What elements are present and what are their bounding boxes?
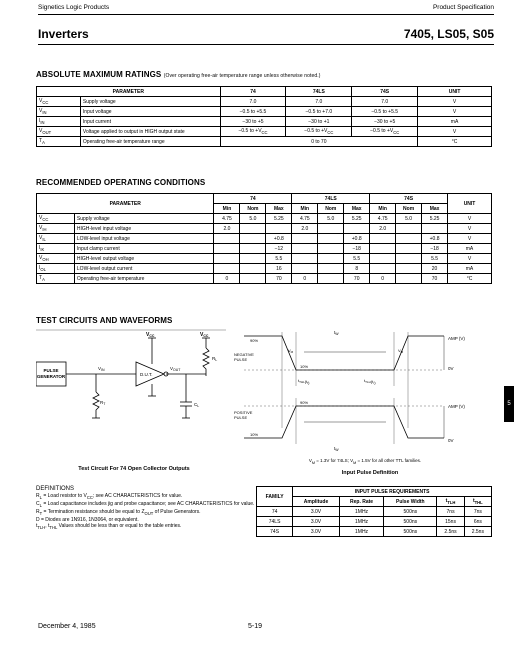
svg-text:PULSE: PULSE	[234, 415, 248, 420]
rec-symbol: $I_{OL}$	[37, 264, 75, 274]
abs-param: Operating free-air temperature range	[80, 137, 220, 147]
abs-value: 7.0	[286, 97, 352, 107]
rec-sub-header: Nom	[318, 204, 344, 214]
dut-label: D.U.T.	[140, 372, 153, 377]
rec-value: 0	[292, 274, 318, 284]
ttlh-label: $t_{TLH}(t_r)$	[364, 378, 376, 385]
abs-value: −0.5 to $+V_{CC}$	[352, 127, 418, 137]
rec-value	[240, 234, 266, 244]
rec-value	[396, 224, 422, 234]
rec-value	[240, 244, 266, 254]
rec-value	[266, 224, 292, 234]
rec-value: 16	[266, 264, 292, 274]
rec-value: 5.25	[266, 214, 292, 224]
pulse-value: 6ns	[464, 517, 491, 527]
cl-label: $C_L$	[194, 402, 200, 408]
abs-unit: V	[418, 107, 492, 117]
rec-sub-header: Nom	[240, 204, 266, 214]
abs-value: −30 to +1	[286, 117, 352, 127]
rec-value: 20	[422, 264, 448, 274]
rec-value: 5.0	[396, 214, 422, 224]
test-heading: TEST CIRCUITS AND WAVEFORMS	[36, 316, 173, 325]
abs-value: −0.5 to +5.5	[352, 107, 418, 117]
section-tab: 5	[504, 386, 514, 422]
abs-unit: V	[418, 97, 492, 107]
vcc-label-2: $V_{CC}$	[200, 332, 209, 338]
rec-sub-header: Min	[370, 204, 396, 214]
abs-value: −30 to +5	[352, 117, 418, 127]
definition-line: $R_T$ = Termination resistance should be equal to $Z_{OUT}$ of Pulse Generators.	[36, 509, 201, 516]
abs-param: Input current	[80, 117, 220, 127]
abs-symbol: $V_{CC}$	[37, 97, 81, 107]
rec-value: 5.5	[344, 254, 370, 264]
rec-value	[318, 274, 344, 284]
rec-value	[240, 224, 266, 234]
definition-line: $C_L$ = Load capacitance includes jig and probe capacitance; see AC CHARACTERISTICS for value.	[36, 501, 255, 508]
rec-value: +0.8	[344, 234, 370, 244]
rec-value	[396, 234, 422, 244]
rec-value: 5.25	[422, 214, 448, 224]
rec-value	[370, 264, 396, 274]
abs-value: −0.5 to +7.0	[286, 107, 352, 117]
p10-label-2: 10%	[250, 432, 259, 437]
page-number: 5-19	[248, 623, 263, 630]
part-numbers: 7405, LS05, S05	[403, 27, 494, 41]
rec-symbol: $V_{CC}$	[37, 214, 75, 224]
abs-unit: V	[418, 127, 492, 137]
rec-value	[240, 274, 266, 284]
rec-param: Supply voltage	[74, 214, 214, 224]
rec-value	[396, 254, 422, 264]
neg-pulse-label: NEGATIVE	[234, 352, 254, 357]
abs-value: 7.0	[220, 97, 286, 107]
rec-value: 0	[370, 274, 396, 284]
rec-value: 4.75	[370, 214, 396, 224]
rec-value	[344, 224, 370, 234]
rec-unit: mA	[448, 264, 492, 274]
table-row	[37, 254, 492, 264]
definition-line: $R_L$ = Load resistor to $V_{CC}$; see AC CHARACTERISTICS for value.	[36, 493, 183, 500]
abs-col-header: UNIT	[418, 87, 492, 97]
pulse-value: 7ns	[464, 507, 491, 517]
rec-group-header: 74	[214, 194, 292, 204]
rec-unit-header: UNIT	[448, 194, 492, 214]
rec-group-header: 74S	[370, 194, 448, 204]
rec-value	[292, 234, 318, 244]
table-row	[37, 244, 492, 254]
rec-heading: RECOMMENDED OPERATING CONDITIONS	[36, 178, 206, 187]
rec-value	[318, 264, 344, 274]
table-row	[257, 527, 492, 537]
page-header	[38, 4, 494, 11]
pulse-col-header: Pulse Width	[384, 497, 437, 507]
rec-value: 2.0	[292, 224, 318, 234]
abs-value: −30 to +5	[220, 117, 286, 127]
rec-value: 8	[344, 264, 370, 274]
rec-value	[422, 224, 448, 234]
abs-param: Voltage applied to output in HIGH output state	[80, 127, 220, 137]
pulse-value: 500ns	[384, 517, 437, 527]
rec-value: 4.75	[292, 214, 318, 224]
rec-value	[370, 234, 396, 244]
header-left: Signetics Logic Products	[38, 4, 110, 11]
header-right: Product Specification	[432, 4, 494, 11]
rec-value: −18	[422, 244, 448, 254]
abs-col-header: 74LS	[286, 87, 352, 97]
pulse-value: 1MHz	[339, 527, 383, 537]
pulse-family-header: FAMILY	[257, 487, 293, 507]
rec-value	[396, 244, 422, 254]
pulse-family: 74	[257, 507, 293, 517]
vm-label-2: $V_M$	[398, 348, 404, 354]
rec-param: HIGH-level output voltage	[74, 254, 214, 264]
rec-value	[396, 274, 422, 284]
rec-value: 5.0	[240, 214, 266, 224]
rec-unit: V	[448, 214, 492, 224]
rec-sub-header: Max	[344, 204, 370, 214]
abs-max-note: (Over operating free-air temperature range unless otherwise noted.)	[163, 73, 321, 79]
rec-symbol: $V_{OH}$	[37, 254, 75, 264]
rec-symbol: $V_{IL}$	[37, 234, 75, 244]
rec-value: −18	[344, 244, 370, 254]
vout-label: $V_{OUT}$	[170, 366, 181, 372]
rec-value: 5.5	[422, 254, 448, 264]
pulse-value: 3.0V	[293, 507, 340, 517]
abs-param: Input voltage	[80, 107, 220, 117]
pulse-col-header: $t_{THL}$	[464, 497, 491, 507]
pulse-value: 3.0V	[293, 527, 340, 537]
rec-value	[240, 254, 266, 264]
vin-label: $V_{IN}$	[98, 366, 105, 372]
definition-line: D = Diodes are 1N916, 1N3064, or equivalent.	[36, 517, 139, 523]
table-row	[37, 264, 492, 274]
footer-date: December 4, 1985	[38, 623, 96, 630]
abs-symbol: $V_{OUT}$	[37, 127, 81, 137]
rec-value: 2.0	[214, 224, 240, 234]
rec-param: HIGH-level input voltage	[74, 224, 214, 234]
rec-value: 4.75	[214, 214, 240, 224]
tw-label-1: $t_W$	[334, 330, 339, 336]
rec-value	[292, 254, 318, 264]
pulse-value: 7ns	[437, 507, 464, 517]
rec-value	[318, 224, 344, 234]
rec-value: −12	[266, 244, 292, 254]
rec-value	[396, 264, 422, 274]
rec-value	[214, 244, 240, 254]
abs-col-header: 74	[220, 87, 286, 97]
rt-label: $R_T$	[100, 400, 106, 406]
rec-param: LOW-level output current	[74, 264, 214, 274]
rec-sub-header: Min	[292, 204, 318, 214]
pulse-family: 74S	[257, 527, 293, 537]
pulse-title: INPUT PULSE REQUIREMENTS	[293, 487, 492, 497]
rec-unit: V	[448, 234, 492, 244]
rec-value: 0	[214, 274, 240, 284]
rec-value: 70	[422, 274, 448, 284]
pulse-value: 3.0V	[293, 517, 340, 527]
rec-param: Input clamp current	[74, 244, 214, 254]
svg-text:PULSE: PULSE	[234, 357, 248, 362]
rec-param: LOW-level input voltage	[74, 234, 214, 244]
rec-unit: V	[448, 224, 492, 234]
pulse-col-header: $t_{TLH}$	[437, 497, 464, 507]
abs-param: Supply voltage	[80, 97, 220, 107]
abs-symbol: $V_{IN}$	[37, 107, 81, 117]
rec-symbol: $T_A$	[37, 274, 75, 284]
title-rule	[38, 44, 494, 45]
rec-sub-header: Nom	[396, 204, 422, 214]
abs-unit: mA	[418, 117, 492, 127]
abs-value: 7.0	[352, 97, 418, 107]
abs-value: −0.5 to +5.5	[220, 107, 286, 117]
amp-label-1: AMP (V)	[448, 336, 465, 341]
rec-value: 5.5	[266, 254, 292, 264]
abs-value: 0 to 70	[220, 137, 418, 147]
tthl-label: $t_{THL}(t_f)$	[298, 378, 310, 385]
vcc-label-1: $V_{CC}$	[146, 332, 155, 338]
rec-value: +0.8	[422, 234, 448, 244]
rec-sub-header: Min	[214, 204, 240, 214]
rec-group-header: 74LS	[292, 194, 370, 204]
v0-label-2: 0V	[448, 438, 454, 443]
pulse-col-header: Amplitude	[293, 497, 340, 507]
rec-value	[292, 264, 318, 274]
table-row	[257, 517, 492, 527]
vm-label-1: $V_M$	[288, 348, 294, 354]
table-row	[37, 274, 492, 284]
abs-value: −0.5 to $+V_{CC}$	[286, 127, 352, 137]
rec-unit: mA	[448, 244, 492, 254]
rec-unit: °C	[448, 274, 492, 284]
rec-value	[318, 234, 344, 244]
rec-value: +0.8	[266, 234, 292, 244]
rec-value	[292, 244, 318, 254]
pulse-value: 2.5ns	[437, 527, 464, 537]
abs-value: −0.5 to $+V_{CC}$	[220, 127, 286, 137]
rec-table	[36, 193, 492, 284]
p90-label-1: 90%	[250, 338, 259, 343]
rec-value	[370, 254, 396, 264]
table-row	[37, 224, 492, 234]
vm-note: $V_M = 1.3V$ for 74LS; $V_M = 1.5V$ for all other TTL families.	[308, 458, 422, 465]
table-row	[37, 117, 492, 127]
rec-value	[214, 264, 240, 274]
rec-sub-header: Max	[266, 204, 292, 214]
rec-param: Operating free-air temperature	[74, 274, 214, 284]
pos-pulse-label: POSITIVE	[234, 410, 253, 415]
rec-symbol: $V_{IH}$	[37, 224, 75, 234]
table-row	[257, 507, 492, 517]
circuit-caption: Test Circuit For 74 Open Collector Outputs	[78, 466, 190, 472]
rec-value	[240, 264, 266, 274]
definitions-title: DEFINITIONS	[36, 486, 75, 492]
pulse-family: 74LS	[257, 517, 293, 527]
pulse-value: 500ns	[384, 507, 437, 517]
abs-symbol: $T_A$	[37, 137, 81, 147]
v0-label: 0V	[448, 366, 454, 371]
rec-value: 70	[344, 274, 370, 284]
tw-label-2: $t_W$	[334, 446, 339, 452]
pulse-value: 15ns	[437, 517, 464, 527]
rec-unit: V	[448, 254, 492, 264]
rec-value: 5.0	[318, 214, 344, 224]
pulse-value: 1MHz	[339, 517, 383, 527]
rec-value	[318, 254, 344, 264]
p10-label-1: 10%	[300, 364, 309, 369]
abs-unit: °C	[418, 137, 492, 147]
rec-value: 70	[266, 274, 292, 284]
abs-max-table	[36, 86, 492, 147]
pulse-value: 500ns	[384, 527, 437, 537]
definitions	[36, 486, 286, 531]
pulse-waveforms	[234, 328, 496, 456]
amp-label-2: AMP (V)	[448, 404, 465, 409]
svg-text:GENERATOR: GENERATOR	[36, 374, 66, 379]
abs-max-heading: ABSOLUTE MAXIMUM RATINGS (Over operating free-air temperature range unless otherwise noted.)	[36, 70, 321, 79]
abs-symbol: $I_{IN}$	[37, 117, 81, 127]
table-row	[37, 97, 492, 107]
table-row	[37, 214, 492, 224]
table-row	[37, 137, 492, 147]
rl-label: $R_L$	[212, 356, 218, 362]
rec-value: 5.25	[344, 214, 370, 224]
page-title: Inverters	[38, 27, 89, 41]
pulse-generator-label: PULSE	[43, 368, 59, 373]
rec-value	[318, 244, 344, 254]
header-rule	[38, 14, 494, 15]
table-row	[37, 107, 492, 117]
pulse-req-table	[256, 486, 492, 537]
rec-sub-header: Max	[422, 204, 448, 214]
definition-line: $t_{TLH}$, $t_{THL}$ Values should be less than or equal to the table entries.	[36, 523, 182, 530]
rec-param-header: PARAMETER	[37, 194, 214, 214]
rec-value	[370, 244, 396, 254]
test-circuit	[36, 326, 226, 456]
rec-value	[214, 234, 240, 244]
rec-symbol: $I_{IK}$	[37, 244, 75, 254]
abs-col-header: 74S	[352, 87, 418, 97]
table-row	[37, 127, 492, 137]
p90-label-2: 90%	[300, 400, 309, 405]
table-row	[37, 234, 492, 244]
pulse-value: 1MHz	[339, 507, 383, 517]
rec-value: 2.0	[370, 224, 396, 234]
abs-col-header: PARAMETER	[37, 87, 221, 97]
pulse-col-header: Rep. Rate	[339, 497, 383, 507]
rec-value	[214, 254, 240, 264]
pulse-value: 2.5ns	[464, 527, 491, 537]
pulse-caption: Input Pulse Definition	[341, 470, 399, 476]
